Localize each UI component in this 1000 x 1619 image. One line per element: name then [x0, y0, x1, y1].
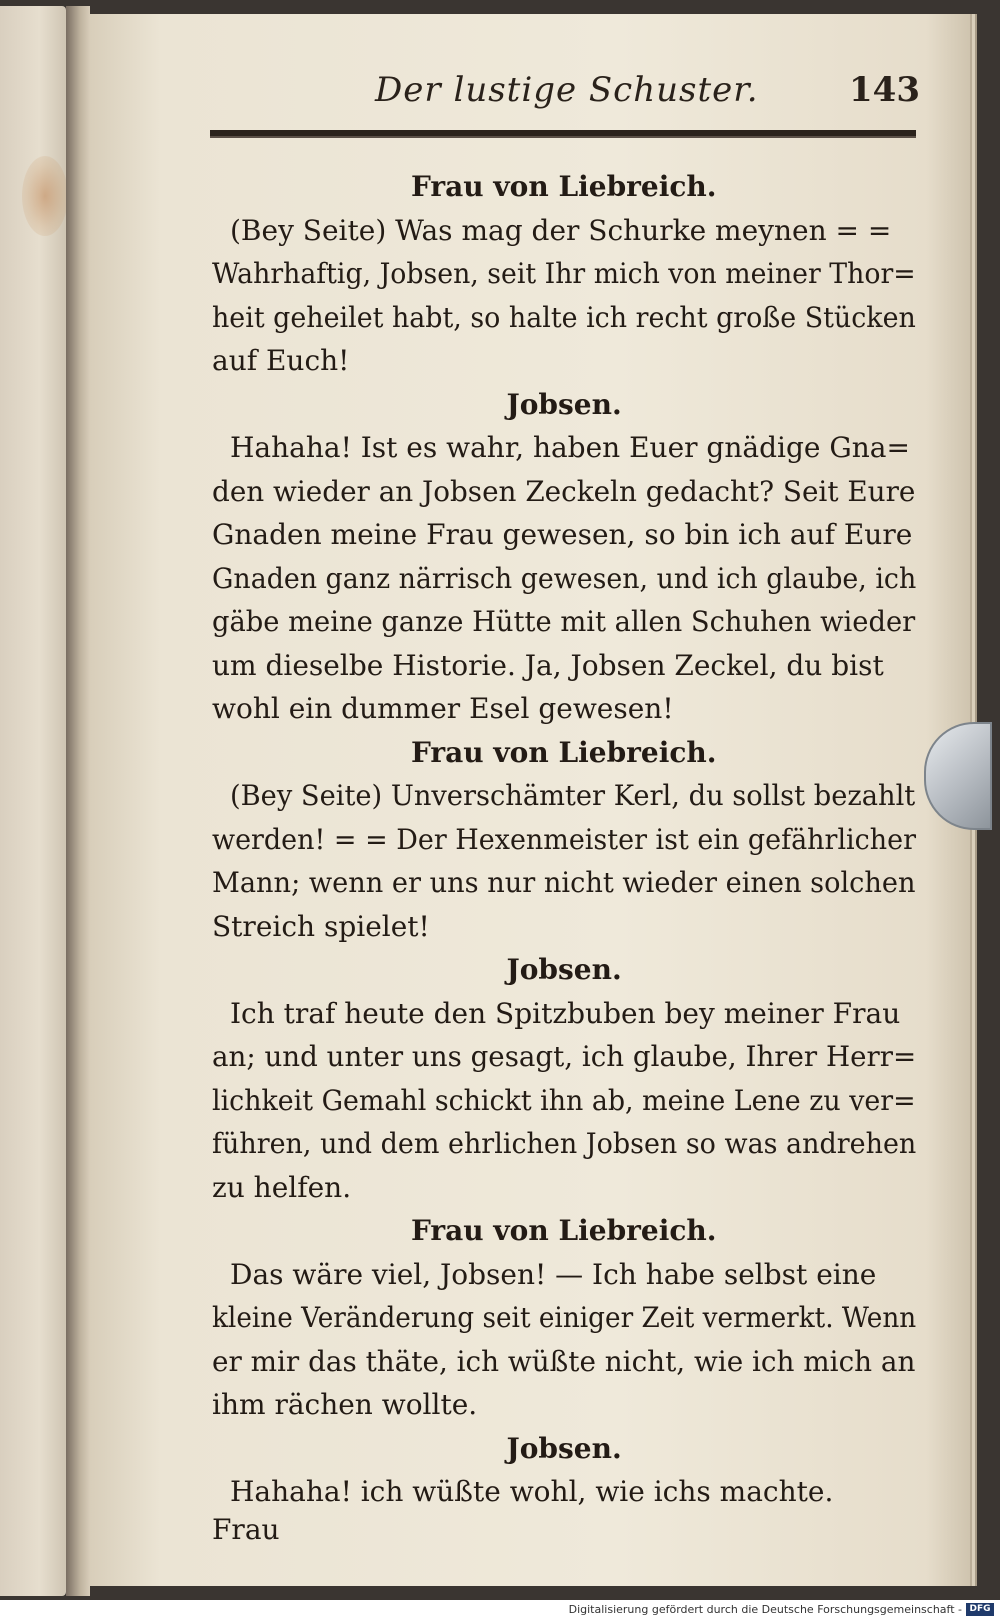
- text-line: lichkeit Gemahl schickt ihn ab, meine Lene zu ver=: [212, 1083, 916, 1117]
- text-line: ihm rächen wollte.: [212, 1388, 478, 1421]
- text-line: Das wäre viel, Jobsen! — Ich habe selbst eine: [230, 1257, 877, 1291]
- speaker-name: Jobsen.: [506, 387, 622, 421]
- dfg-logo: DFG: [966, 1603, 994, 1616]
- speaker-name: Jobsen.: [506, 1431, 622, 1465]
- running-title: Der lustige Schuster.: [375, 70, 759, 110]
- text-line: Hahaha! ich wüßte wohl, wie ichs machte.: [230, 1475, 834, 1508]
- speaker-name: Frau von Liebreich.: [411, 1214, 717, 1247]
- text-line: kleine Veränderung seit einiger Zeit vermerkt. Wenn: [212, 1301, 917, 1334]
- paper-stain: [22, 156, 68, 236]
- text-line: (Bey Seite) Unverschämter Kerl, du sollst bezahlt: [230, 779, 916, 812]
- catchword: Frau: [212, 1512, 280, 1546]
- text-line: führen, und dem ehrlichen Jobsen so was andrehen: [212, 1127, 917, 1160]
- text-line: Streich spielet!: [212, 909, 430, 943]
- text-line: Gnaden meine Frau gewesen, so bin ich auf Eure: [212, 518, 913, 551]
- page-header: [210, 70, 920, 120]
- page-number: 143: [849, 70, 920, 110]
- text-line: Ich traf heute den Spitzbuben bey meiner Frau: [230, 996, 901, 1030]
- book-gutter: [66, 6, 90, 1596]
- text-line: den wieder an Jobsen Zeckeln gedacht? Seit Eure: [212, 474, 916, 508]
- text-line: werden! = = Der Hexenmeister ist ein gefährlicher: [212, 822, 917, 856]
- text-line: Gnaden ganz närrisch gewesen, und ich glaube, ich: [212, 561, 917, 595]
- text-line: zu helfen.: [212, 1170, 352, 1204]
- speaker-name: Frau von Liebreich.: [411, 735, 717, 769]
- text-line: (Bey Seite) Was mag der Schurke meynen = =: [230, 213, 892, 247]
- text-line: Hahaha! Ist es wahr, haben Euer gnädige Gna=: [230, 431, 910, 464]
- text-line: um dieselbe Historie. Ja, Jobsen Zeckel, du bist: [212, 648, 884, 682]
- speaker-name: Jobsen.: [506, 953, 622, 986]
- text-line: Wahrhaftig, Jobsen, seit Ihr mich von meiner Thor=: [212, 257, 916, 290]
- speaker-name: Frau von Liebreich.: [411, 170, 717, 203]
- funding-credit: Digitalisierung gefördert durch die Deutsche Forschungsgemeinschaft -: [568, 1603, 962, 1616]
- text-line: wohl ein dummer Esel gewesen!: [212, 692, 674, 725]
- text-line: Mann; wenn er uns nur nicht wieder einen solchen: [212, 866, 916, 899]
- text-line: auf Euch!: [212, 344, 350, 377]
- text-line: gäbe meine ganze Hütte mit allen Schuhen wieder: [212, 605, 916, 638]
- text-line: heit geheilet habt, so halte ich recht große Stücken: [212, 300, 916, 334]
- text-line: er mir das thäte, ich wüßte nicht, wie ich mich an: [212, 1344, 916, 1378]
- header-rule: [210, 130, 916, 138]
- text-line: an; und unter uns gesagt, ich glaube, Ihrer Herr=: [212, 1040, 917, 1073]
- footer: [0, 1601, 1000, 1619]
- left-page-edge: [0, 6, 66, 1596]
